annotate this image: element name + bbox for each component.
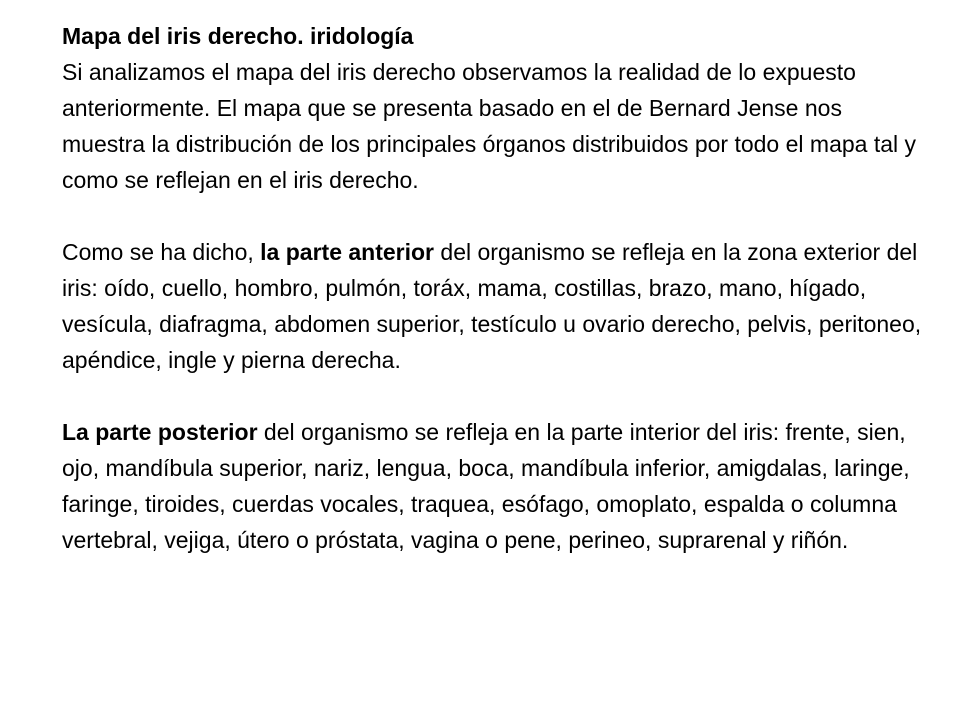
anterior-highlight: la parte anterior (260, 239, 435, 265)
intro-paragraph: Si analizamos el mapa del iris derecho observamos la realidad de lo expuesto anteriormente. El mapa que se presenta basado en el de Bernard Jense nos muestra la distribución de los principales órganos distribuidos por todo el mapa tal y como se reflejan en el iris derecho. (62, 59, 917, 193)
paragraph-spacer (62, 378, 922, 414)
posterior-rest-text: del organismo se refleja en la parte interior del iris: frente, sien, ojo, mandíbula superior, nariz, lengua, boca, mandíbula inferior, amigdalas, laringe, faringe, tiroides, cuerdas vocales, traquea, esófago, omoplato, espalda o columna vertebral, vejiga, útero o próstata, vagina o pene, perineo, suprarenal y riñón. (62, 419, 910, 553)
slide-text-block (62, 18, 922, 558)
posterior-paragraph (62, 414, 922, 558)
anterior-rest-text: del organismo se refleja en la zona exterior del iris: oído, cuello, hombro, pulmón, toráx, mama, costillas, brazo, mano, hígado, vesícula, diafragma, abdomen superior, testículo u ovario derecho, pelvis, peritoneo, apéndice, ingle y pierna derecha. (62, 239, 922, 373)
slide-title: Mapa del iris derecho. iridología (62, 23, 414, 49)
anterior-paragraph (62, 234, 922, 378)
posterior-highlight: La parte posterior (62, 419, 258, 445)
paragraph-spacer (62, 198, 922, 234)
anterior-lead-text: Como se ha dicho, (62, 239, 261, 265)
